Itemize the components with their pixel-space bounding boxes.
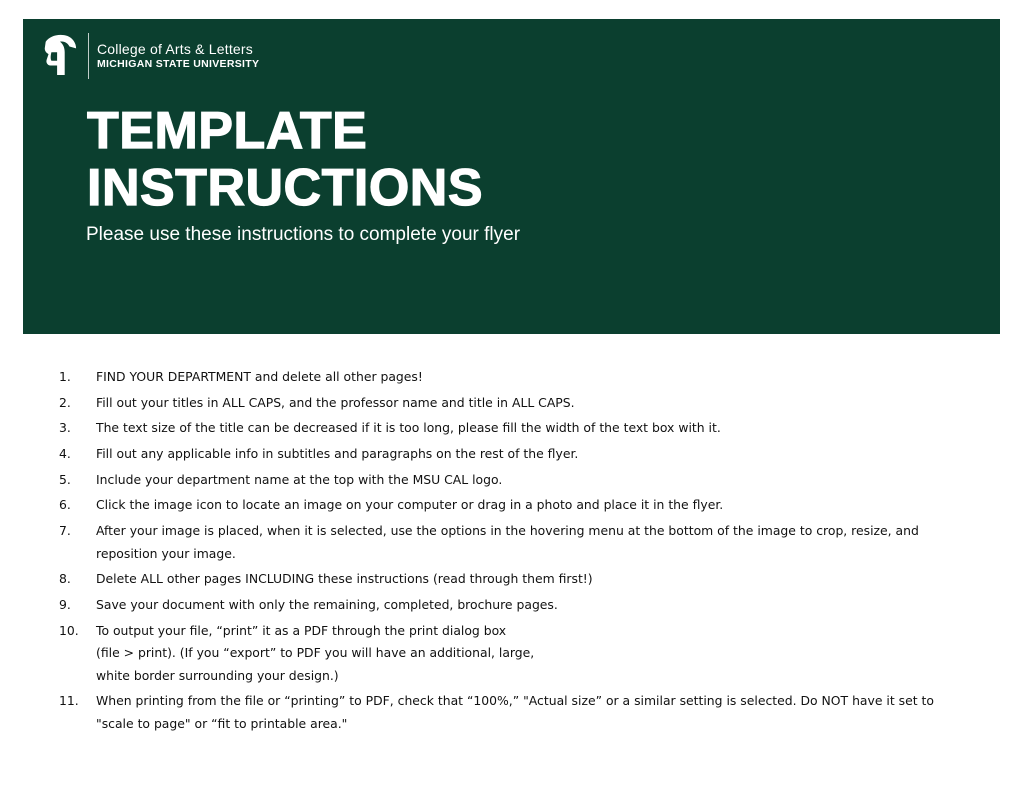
- header-banner: [23, 19, 1000, 334]
- title-line-1: TEMPLATE: [87, 102, 368, 160]
- instruction-number: 8.: [59, 571, 71, 587]
- logo-wordmark: [97, 42, 259, 71]
- instruction-text: When printing from the file or “printing” to PDF, check that “100%,” "Actual size” or a similar setting is selected. Do NOT have it set to "scale to page" or “fit to printable area.": [96, 693, 934, 731]
- instruction-text: FIND YOUR DEPARTMENT and delete all other pages!: [96, 369, 423, 384]
- college-name: College of Arts & Letters: [97, 40, 253, 57]
- instruction-number: 1.: [59, 369, 71, 384]
- instruction-item: [59, 690, 959, 735]
- instruction-item: [59, 366, 959, 389]
- instruction-text: Include your department name at the top with the MSU CAL logo.: [96, 471, 503, 487]
- msu-cal-logo: [40, 33, 259, 79]
- instruction-text: Click the image icon to locate an image on your computer or drag in a photo and place it in the flyer.: [96, 497, 724, 513]
- instruction-text: Save your document with only the remaining, completed, brochure pages.: [96, 597, 558, 612]
- instruction-item: [59, 594, 959, 617]
- instruction-number: 5.: [59, 471, 71, 487]
- title-line-2: INSTRUCTIONS: [87, 159, 483, 217]
- instruction-number: 2.: [59, 394, 71, 410]
- instruction-item: [59, 520, 959, 565]
- instruction-text: To output your file, “print” it as a PDF through the print dialog box (file > print). (If you “export” to PDF you will have an additional, large, white border surrounding your design.): [96, 622, 535, 683]
- instruction-item: [59, 417, 959, 440]
- university-name: MICHIGAN STATE UNIVERSITY: [97, 58, 260, 71]
- instruction-number: 4.: [59, 446, 71, 462]
- instruction-text: Delete ALL other pages INCLUDING these instructions (read through them first!): [96, 571, 593, 587]
- instruction-item: [59, 443, 959, 466]
- instruction-item: [59, 392, 959, 415]
- instruction-text: Fill out your titles in ALL CAPS, and the professor name and title in ALL CAPS.: [96, 394, 575, 410]
- page-title: [87, 103, 483, 217]
- instructions-list: [59, 366, 959, 739]
- instruction-number: 10.: [59, 622, 79, 638]
- instruction-text: Fill out any applicable info in subtitles and paragraphs on the rest of the flyer.: [96, 446, 579, 462]
- instruction-item: [59, 620, 959, 688]
- instruction-number: 3.: [59, 420, 71, 436]
- instruction-item: [59, 568, 959, 591]
- instruction-number: 9.: [59, 597, 71, 612]
- instruction-item: [59, 469, 959, 492]
- instruction-number: 7.: [59, 523, 71, 539]
- instruction-item: [59, 494, 959, 517]
- instruction-number: 11.: [59, 693, 79, 709]
- spartan-helmet-icon: [40, 33, 78, 79]
- instruction-text: After your image is placed, when it is selected, use the options in the hovering menu at the bottom of the image to crop, resize, and reposition your image.: [96, 523, 919, 561]
- logo-divider: [88, 33, 89, 79]
- page-subtitle: Please use these instructions to complete your flyer: [86, 224, 521, 245]
- instruction-text: The text size of the title can be decreased if it is too long, please fill the width of the text box with it.: [96, 420, 721, 436]
- instruction-number: 6.: [59, 497, 71, 513]
